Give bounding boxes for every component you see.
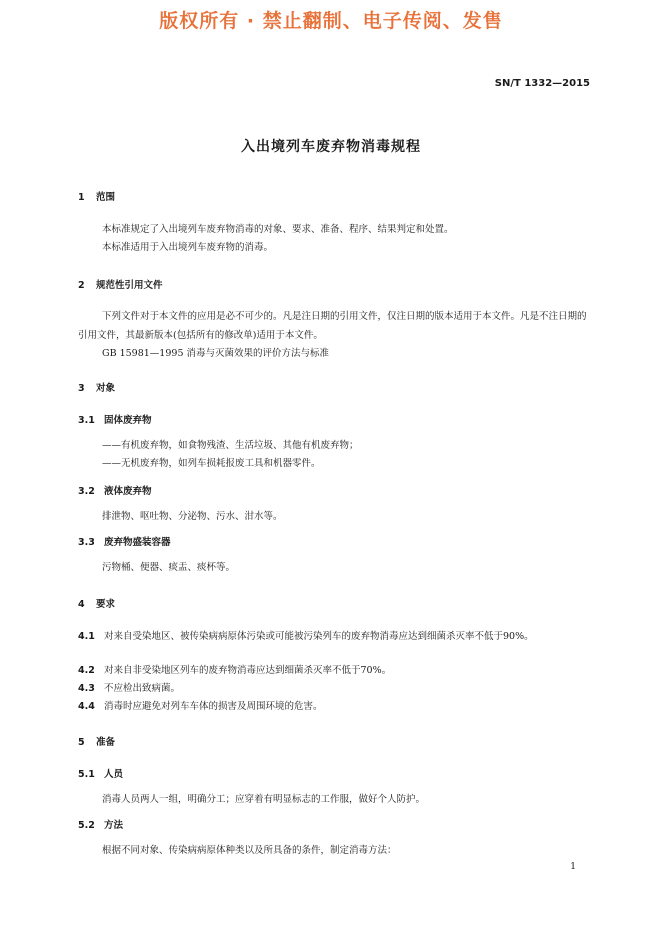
subsection-number: 3.3 — [78, 537, 95, 548]
requirement-item — [78, 679, 592, 698]
section-number: 3 — [78, 383, 85, 394]
item-text: 不应检出致病菌。 — [104, 683, 181, 694]
paragraph: 排泄物、呕吐物、分泌物、污水、泔水等。 — [102, 511, 283, 522]
paragraph: 下列文件对于本文件的应用是必不可少的。凡是注日期的引用文件，仅注日期的版本适用于本文件。凡是不注日期的引用文件，其最新版本(包括所有的修改单)适用于本文件。 — [78, 311, 587, 341]
page-number: 1 — [570, 862, 576, 872]
paragraph: 根据不同对象、传染病病原体种类以及所具备的条件，制定消毒方法： — [102, 845, 397, 856]
subsection-number: 3.1 — [78, 415, 95, 426]
subsection-3-3-heading — [78, 534, 171, 548]
paragraph: 本标准适用于入出境列车废弃物的消毒。 — [102, 242, 274, 253]
section-number: 5 — [78, 737, 85, 748]
paragraph: 污物桶、便器、痰盂、痰杯等。 — [102, 562, 236, 573]
list-item: ——有机废弃物，如食物残渣、生活垃圾、其他有机废弃物； — [102, 440, 359, 451]
subsection-number: 5.2 — [78, 820, 95, 831]
document-title: 入出境列车废弃物消毒规程 — [241, 139, 421, 155]
section-title: 准备 — [96, 737, 116, 748]
section-1-heading — [78, 189, 115, 203]
subsection-3-1-heading — [78, 412, 152, 426]
section-number: 1 — [78, 192, 85, 203]
section-title: 规范性引用文件 — [96, 280, 163, 291]
requirement-item — [78, 627, 592, 646]
section-number: 2 — [78, 280, 85, 291]
subsection-title: 方法 — [104, 820, 124, 831]
requirement-item — [78, 697, 592, 716]
subsection-title: 液体废弃物 — [104, 486, 152, 497]
requirement-item — [78, 661, 592, 680]
section-4-heading — [78, 596, 115, 610]
standard-code: SN/T 1332—2015 — [494, 78, 590, 89]
section-title: 要求 — [96, 599, 116, 610]
section-2-heading — [78, 277, 163, 291]
section-3-heading — [78, 380, 115, 394]
subsection-number: 5.1 — [78, 769, 95, 780]
section-number: 4 — [78, 599, 85, 610]
subsection-number: 3.2 — [78, 486, 95, 497]
subsection-5-1-heading — [78, 766, 123, 780]
subsection-title: 废弃物盛装容器 — [104, 537, 171, 548]
section-5-heading — [78, 734, 115, 748]
item-text: 对来自非受染地区列车的废弃物消毒应达到细菌杀灭率不低于70%。 — [104, 665, 392, 676]
section-title: 对象 — [96, 383, 116, 394]
subsection-3-2-heading — [78, 483, 152, 497]
item-number: 4.3 — [78, 683, 95, 694]
item-text: 消毒时应避免对列车车体的损害及周围环境的危害。 — [104, 701, 323, 712]
copyright-watermark: 版权所有 · 禁止翻制、电子传阅、发售 — [159, 10, 503, 32]
item-number: 4.2 — [78, 665, 95, 676]
subsection-title: 人员 — [104, 769, 124, 780]
item-number: 4.4 — [78, 701, 95, 712]
list-item: ——无机废弃物，如列车损耗报废工具和机器零件。 — [102, 458, 321, 469]
paragraph: 本标准规定了入出境列车废弃物消毒的对象、要求、准备、程序、结果判定和处置。 — [102, 224, 454, 235]
subsection-title: 固体废弃物 — [104, 415, 152, 426]
section-title: 范围 — [96, 192, 116, 203]
paragraph: 消毒人员两人一组，明确分工；应穿着有明显标志的工作服，做好个人防护。 — [102, 794, 426, 805]
item-text: 对来自受染地区、被传染病病原体污染或可能被污染列车的废弃物消毒应达到细菌杀灭率不低于90%。 — [104, 631, 534, 642]
subsection-5-2-heading — [78, 817, 123, 831]
referenced-document: GB 15981—1995 消毒与灭菌效果的评价方法与标准 — [102, 348, 330, 359]
item-number: 4.1 — [78, 631, 95, 642]
